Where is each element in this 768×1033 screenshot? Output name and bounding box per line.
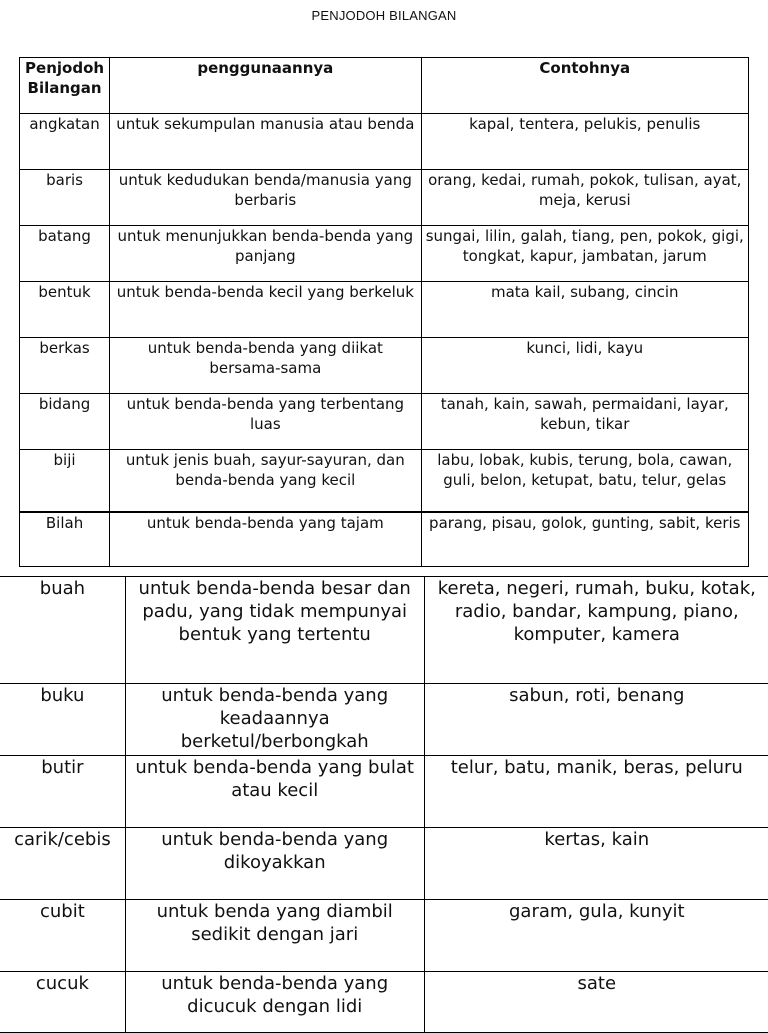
cell-word: Bilah	[20, 512, 110, 567]
cell-word: biji	[20, 450, 110, 513]
cell-usage: untuk benda-benda yang keadaannya berketul/berbongkah	[125, 684, 424, 756]
table-header-row	[20, 58, 749, 114]
cell-word: carik/cebis	[0, 828, 125, 900]
cell-word: buku	[0, 684, 125, 756]
cell-usage: untuk menunjukkan benda-benda yang panjang	[110, 226, 421, 282]
cell-usage: untuk jenis buah, sayur-sayuran, dan benda-benda yang kecil	[110, 450, 421, 513]
cell-word: bidang	[20, 394, 110, 450]
table-row	[20, 394, 749, 450]
cell-examples: telur, batu, manik, beras, peluru	[424, 756, 768, 828]
cell-word: angkatan	[20, 114, 110, 170]
cell-examples: sabun, roti, benang	[424, 684, 768, 756]
table-row	[20, 114, 749, 170]
cell-examples: parang, pisau, golok, gunting, sabit, keris	[421, 512, 748, 567]
penjodoh-table-2	[0, 576, 768, 1033]
header-contohnya: Contohnya	[421, 58, 748, 114]
table-row	[20, 338, 749, 394]
table-row	[0, 972, 768, 1033]
table-row	[0, 828, 768, 900]
table-row	[0, 900, 768, 972]
cell-usage: untuk benda-benda yang dikoyakkan	[125, 828, 424, 900]
page-title: PENJODOH BILANGAN	[311, 8, 457, 23]
table-row	[20, 226, 749, 282]
cell-usage: untuk benda-benda besar dan padu, yang tidak mempunyai bentuk yang tertentu	[125, 577, 424, 684]
cell-usage: untuk benda-benda yang terbentang luas	[110, 394, 421, 450]
cell-examples: tanah, kain, sawah, permaidani, layar, kebun, tikar	[421, 394, 748, 450]
cell-examples: labu, lobak, kubis, terung, bola, cawan, guli, belon, ketupat, batu, telur, gelas	[421, 450, 748, 513]
table-row	[20, 450, 749, 513]
cell-examples: kapal, tentera, pelukis, penulis	[421, 114, 748, 170]
cell-usage: untuk sekumpulan manusia atau benda	[110, 114, 421, 170]
cell-usage: untuk benda-benda yang tajam	[110, 512, 421, 567]
cell-word: berkas	[20, 338, 110, 394]
header-penjodoh-bilangan: Penjodoh Bilangan	[20, 58, 110, 114]
cell-word: cubit	[0, 900, 125, 972]
cell-word: butir	[0, 756, 125, 828]
table-row	[0, 756, 768, 828]
header-penggunaannya: penggunaannya	[110, 58, 421, 114]
cell-word: buah	[0, 577, 125, 684]
cell-usage: untuk benda-benda yang diikat bersama-sama	[110, 338, 421, 394]
table-row	[20, 170, 749, 226]
cell-usage: untuk benda-benda yang bulat atau kecil	[125, 756, 424, 828]
cell-word: baris	[20, 170, 110, 226]
cell-usage: untuk benda yang diambil sedikit dengan jari	[125, 900, 424, 972]
table-row	[0, 684, 768, 756]
cell-word: cucuk	[0, 972, 125, 1033]
cell-examples: sate	[424, 972, 768, 1033]
cell-examples: mata kail, subang, cincin	[421, 282, 748, 338]
cell-examples: kunci, lidi, kayu	[421, 338, 748, 394]
cell-examples: sungai, lilin, galah, tiang, pen, pokok, gigi, tongkat, kapur, jambatan, jarum	[421, 226, 748, 282]
cell-usage: untuk benda-benda yang dicucuk dengan lidi	[125, 972, 424, 1033]
cell-examples: kertas, kain	[424, 828, 768, 900]
cell-word: bentuk	[20, 282, 110, 338]
cell-usage: untuk kedudukan benda/manusia yang berbaris	[110, 170, 421, 226]
table-row	[20, 282, 749, 338]
cell-word: batang	[20, 226, 110, 282]
cell-examples: garam, gula, kunyit	[424, 900, 768, 972]
penjodoh-table-1	[19, 57, 749, 567]
cell-examples: orang, kedai, rumah, pokok, tulisan, ayat, meja, kerusi	[421, 170, 748, 226]
table-row	[0, 577, 768, 684]
table-row	[20, 512, 749, 567]
cell-usage: untuk benda-benda kecil yang berkeluk	[110, 282, 421, 338]
cell-examples: kereta, negeri, rumah, buku, kotak, radio, bandar, kampung, piano, komputer, kamera	[424, 577, 768, 684]
